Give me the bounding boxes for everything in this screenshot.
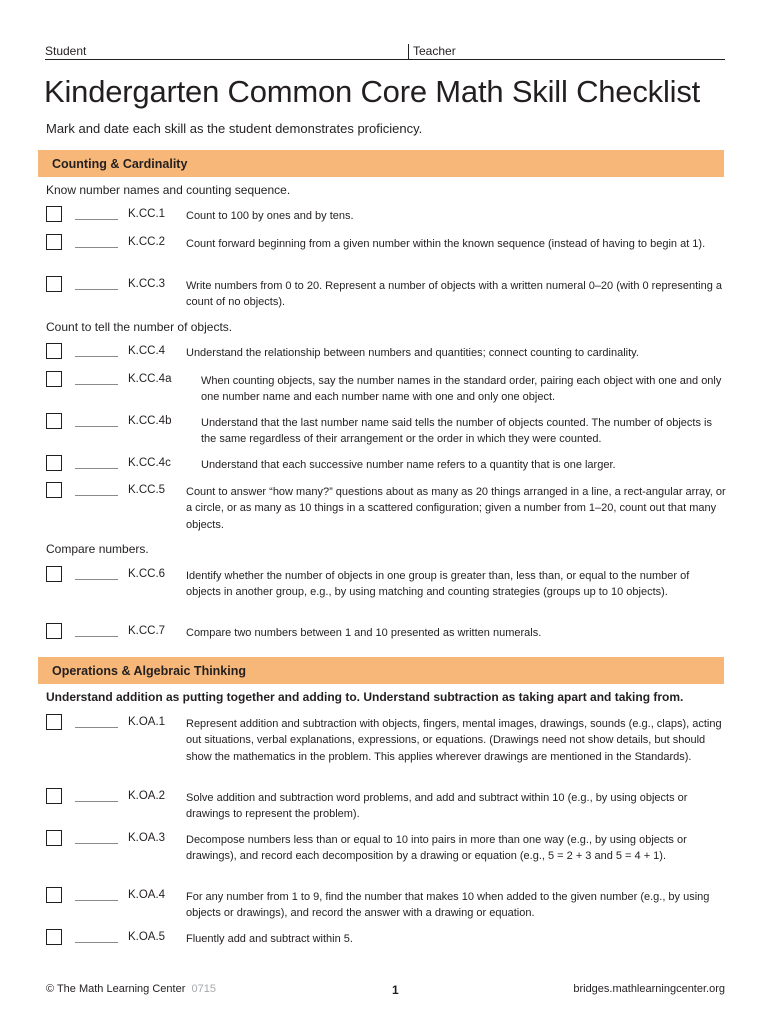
page-number: 1 (392, 983, 399, 997)
date-line[interactable] (75, 900, 118, 901)
skill-checkbox[interactable] (46, 887, 62, 903)
group-label-counting-sequence: Know number names and counting sequence. (46, 183, 291, 197)
copyright-text: © The Math Learning Center (46, 983, 186, 995)
date-line[interactable] (75, 495, 118, 496)
skill-description: Identify whether the number of objects in one group is greater than, less than, or equal to the number of objects in another group, e.g., by using matching and counting strategies (groups up to 10 objects). (186, 570, 690, 599)
teacher-label: Teacher (413, 44, 456, 58)
skill-code: K.CC.5 (128, 484, 166, 496)
skill-code: K.OA.4 (128, 889, 166, 901)
skill-description: Decompose numbers less than or equal to 10 into pairs in more than one way (e.g., by using objects or drawings), and record each decomposition by a drawing or equation (e.g., 5 = 2 + 3 and 5 = 4 + 1). (186, 834, 687, 863)
section-counting-cardinality: Counting & Cardinality (38, 150, 724, 177)
footer-url[interactable]: bridges.mathlearningcenter.org (573, 983, 725, 995)
date-line[interactable] (75, 942, 118, 943)
skill-checkbox[interactable] (46, 455, 62, 471)
skill-description: Write numbers from 0 to 20. Represent a number of objects with a written numeral 0–20 (with 0 representing a count of no objects). (186, 280, 723, 309)
group-label-count-objects: Count to tell the number of objects. (46, 320, 233, 334)
skill-code: K.CC.4 (128, 345, 166, 357)
document-code: 0715 (191, 983, 216, 995)
skill-checkbox[interactable] (46, 566, 62, 582)
skill-checkbox[interactable] (46, 830, 62, 846)
skill-description: Count to answer “how many?” questions about as many as 20 things arranged in a line, a rect-angular array, or a circle, or as many as 10 things in a scattered configuration; given a number from 1–20, count out that many objects. (186, 486, 726, 531)
skill-checkbox[interactable] (46, 482, 62, 498)
date-line[interactable] (75, 468, 118, 469)
skill-checkbox[interactable] (46, 413, 62, 429)
page-title: Kindergarten Common Core Math Skill Checklist (44, 74, 701, 109)
group-label-compare-numbers: Compare numbers. (46, 542, 149, 556)
section-operations-algebraic-thinking: Operations & Algebraic Thinking (38, 657, 724, 684)
skill-description: Understand the relationship between numbers and quantities; connect counting to cardinality. (186, 347, 639, 359)
skill-code: K.CC.3 (128, 278, 166, 290)
date-line[interactable] (75, 636, 118, 637)
skill-description: Solve addition and subtraction word problems, and add and subtract within 10 (e.g., by using objects or drawings to represent the problem). (186, 792, 688, 821)
skill-code: K.CC.2 (128, 236, 166, 248)
skill-code: K.CC.1 (128, 208, 166, 220)
skill-code: K.CC.4c (128, 457, 171, 469)
skill-code: K.OA.3 (128, 832, 166, 844)
skill-code: K.OA.1 (128, 716, 166, 728)
skill-checkbox[interactable] (46, 929, 62, 945)
date-line[interactable] (75, 426, 118, 427)
skill-code: K.CC.4b (128, 415, 172, 427)
date-line[interactable] (75, 247, 118, 248)
skill-description: Understand that the last number name said tells the number of objects counted. The number of objects is the same regardless of their arrangement or the order in which they were counted. (201, 417, 712, 446)
date-line[interactable] (75, 727, 118, 728)
skill-checkbox[interactable] (46, 343, 62, 359)
skill-description: Represent addition and subtraction with objects, fingers, mental images, drawings, sounds (e.g., claps), acting out situations, verbal explanations, expressions, or equations. (Drawings need not show details, but should show the mathematics in the problem. This applies wherever drawings are mentioned in the Standards). (186, 718, 722, 763)
skill-code: K.OA.5 (128, 931, 166, 943)
date-line[interactable] (75, 289, 118, 290)
footer-copyright (46, 983, 216, 995)
date-line[interactable] (75, 843, 118, 844)
date-line[interactable] (75, 219, 118, 220)
skill-code: K.CC.4a (128, 373, 172, 385)
skill-code: K.CC.6 (128, 568, 166, 580)
student-label: Student (45, 44, 87, 58)
skill-code: K.OA.2 (128, 790, 166, 802)
skill-checkbox[interactable] (46, 371, 62, 387)
date-line[interactable] (75, 356, 118, 357)
name-divider (408, 44, 409, 60)
skill-description: Count to 100 by ones and by tens. (186, 210, 354, 222)
skill-description: Fluently add and subtract within 5. (186, 933, 353, 945)
skill-description: Count forward beginning from a given number within the known sequence (instead of having to begin at 1). (186, 238, 706, 250)
skill-code: K.CC.7 (128, 625, 166, 637)
skill-description: When counting objects, say the number names in the standard order, pairing each object with one and only one number name and each number name with one and only one object. (201, 375, 722, 404)
skill-description: For any number from 1 to 9, find the number that makes 10 when added to the given number (e.g., by using objects or drawings), and record the answer with a drawing or equation. (186, 891, 710, 920)
skill-checkbox[interactable] (46, 714, 62, 730)
date-line[interactable] (75, 801, 118, 802)
name-line (45, 42, 725, 60)
group-label-addition-subtraction: Understand addition as putting together and adding to. Understand subtraction as taking apart and taking from. (46, 690, 684, 704)
skill-checkbox[interactable] (46, 623, 62, 639)
skill-checkbox[interactable] (46, 788, 62, 804)
skill-checkbox[interactable] (46, 234, 62, 250)
skill-description: Understand that each successive number name refers to a quantity that is one larger. (201, 459, 616, 471)
skill-checkbox[interactable] (46, 206, 62, 222)
date-line[interactable] (75, 384, 118, 385)
page-subtitle: Mark and date each skill as the student demonstrates proficiency. (46, 121, 423, 136)
date-line[interactable] (75, 579, 118, 580)
skill-description: Compare two numbers between 1 and 10 presented as written numerals. (186, 627, 542, 639)
skill-checkbox[interactable] (46, 276, 62, 292)
